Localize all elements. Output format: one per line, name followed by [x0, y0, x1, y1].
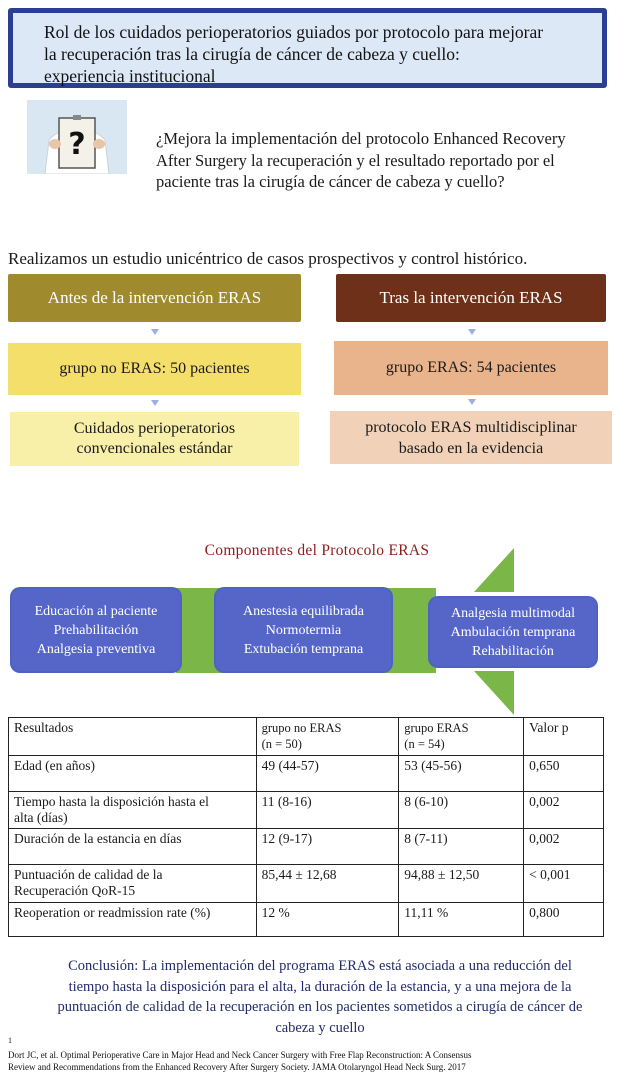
doctor-question-icon — [27, 100, 127, 174]
arrow-down-icon — [151, 400, 159, 406]
title-line-1: Rol de los cuidados perioperatorios guiados por protocolo para mejorar — [44, 22, 544, 42]
arrow-down-icon — [151, 329, 159, 335]
research-question — [156, 128, 632, 193]
table-row: Edad (en años) 49 (44-57) 53 (45-56) 0,650 — [9, 756, 604, 792]
title-line-2: la recuperación tras la cirugía de cáncer de cabeza y cuello: — [44, 44, 460, 64]
arrow-down-icon — [468, 329, 476, 335]
component-item: Prehabilitación — [53, 622, 139, 638]
eras-protocol-box — [330, 411, 612, 464]
components-title: Componentes del Protocolo ERAS — [204, 542, 430, 559]
question-line-2: After Surgery la recuperación y el resultado reportado por el — [156, 150, 555, 170]
after-eras-header: Tras la intervención ERAS — [336, 274, 606, 322]
component-item: Normotermia — [265, 622, 342, 638]
reference-line-1: Dort JC, et al. Optimal Perioperative Care in Major Head and Neck Cancer Surgery with Free Flap Reconstruction: A Consensus — [8, 1050, 472, 1060]
table-row: Reoperation or readmission rate (%) 12 % 11,11 % 0,800 — [9, 903, 604, 937]
eras-protocol-line-2: basado en la evidencia — [398, 439, 544, 457]
no-eras-group-box: grupo no ERAS: 50 pacientes — [8, 343, 301, 395]
conclusion-line-1: Conclusión: La implementación del programa ERAS está asociada a una reducción del — [68, 958, 572, 974]
conventional-care-line-2: convencionales estándar — [76, 440, 233, 457]
results-table — [8, 717, 604, 937]
conclusion-line-3: puntuación de calidad de la recuperación en los pacientes sometidos a cirugía de cáncer de — [57, 999, 583, 1015]
green-arrow-top-icon — [474, 548, 514, 592]
question-line-1: ¿Mejora la implementación del protocolo Enhanced Recovery — [156, 129, 566, 148]
table-row: Duración de la estancia en días 12 (9-17) 8 (7-11) 0,002 — [9, 829, 604, 865]
intraoperative-components-box — [216, 589, 391, 671]
arrow-down-icon — [468, 399, 476, 405]
study-design-text: Realizamos un estudio unicéntrico de casos prospectivos y control histórico. — [8, 249, 528, 268]
table-row: Puntuación de calidad de la Recuperación QoR-15 85,44 ± 12,68 94,88 ± 12,50 < 0,001 — [9, 865, 604, 903]
conclusion-text — [30, 956, 610, 1038]
green-arrow-bottom-icon — [474, 671, 514, 715]
question-line-3: paciente tras la cirugía de cáncer de cabeza y cuello? — [156, 172, 505, 191]
component-item: Anestesia equilibrada — [243, 603, 364, 619]
component-item: Extubación temprana — [243, 641, 364, 657]
title-line-3: experiencia institucional — [44, 66, 216, 86]
conventional-care-line-1: Cuidados perioperatorios — [73, 420, 236, 437]
before-eras-header: Antes de la intervención ERAS — [8, 274, 301, 322]
postoperative-components-box — [430, 598, 596, 666]
header-no-eras: grupo no ERAS (n = 50) — [256, 718, 399, 756]
component-item: Ambulación temprana — [450, 624, 576, 640]
reference-citation — [8, 1049, 630, 1073]
conclusion-line-2: tiempo hasta la disposición para el alta, la duración de la estancia, y a una mejora de la — [68, 978, 572, 995]
header-results: Resultados — [9, 718, 257, 756]
title-banner — [8, 8, 607, 88]
preoperative-components-box — [12, 589, 180, 671]
component-item: Educación al paciente — [34, 603, 158, 619]
component-item: Analgesia preventiva — [36, 641, 156, 657]
eras-protocol-line-1: protocolo ERAS multidisciplinar — [365, 418, 577, 436]
reference-line-2: Review and Recommendations from the Enhanced Recovery After Surgery Society. JAMA Otolaryngol Head Neck Surg. 2017 — [8, 1062, 466, 1072]
table-header-row — [9, 718, 604, 756]
eras-group-box: grupo ERAS: 54 pacientes — [334, 341, 608, 395]
question-mark-glyph: ? — [68, 127, 86, 162]
component-item: Rehabilitación — [472, 643, 554, 659]
header-eras: grupo ERAS (n = 54) — [399, 718, 524, 756]
header-p-value: Valor p — [524, 718, 604, 756]
reference-marker: 1 — [8, 1036, 12, 1045]
component-item: Analgesia multimodal — [450, 605, 576, 621]
table-row: Tiempo hasta la disposición hasta el alta (días) 11 (8-16) 8 (6-10) 0,002 — [9, 792, 604, 829]
conventional-care-box — [10, 412, 299, 466]
conclusion-line-4: cabeza y cuello — [275, 1019, 365, 1036]
